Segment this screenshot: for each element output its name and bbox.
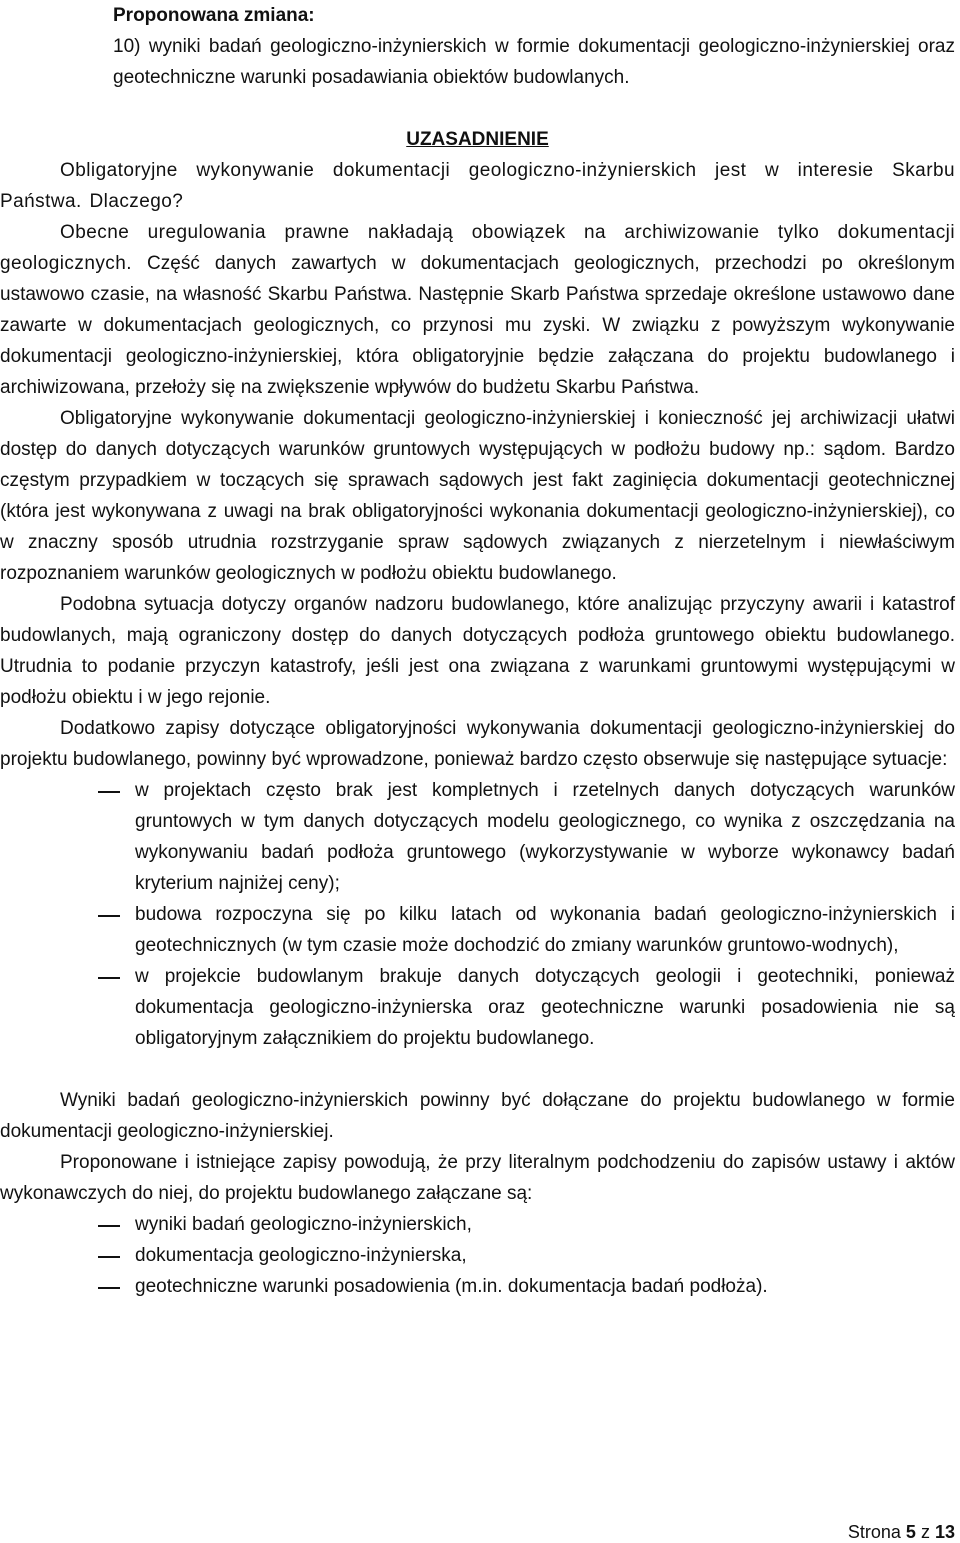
list-item: w projekcie budowlanym brakuje danych dotyczących geologii i geotechniki, ponieważ dokumentacja geologiczno-inżynierska oraz geotechniczne warunki posadowienia nie są obligatoryjnym załącznikiem do projektu budowlanego. [135,966,955,1049]
proposal-item: 10) wyniki badań geologiczno-inżynierskich w formie dokumentacji geologiczno-inżynierskiej oraz geotechniczne warunki posadawiania obiektów budowlanych. [113,36,955,88]
paragraph-5: Dodatkowo zapisy dotyczące obligatoryjności wykonywania dokumentacji geologiczno-inżynierskiej do projektu budowlanego, powinny być wprowadzone, ponieważ bardzo często obserwuje się następujące sytuacje: [0,718,955,770]
paragraph-3: Obligatoryjne wykonywanie dokumentacji geologiczno-inżynierskiej i konieczność jej archiwizacji ułatwi dostęp do danych dotyczących warunków gruntowych występujących w podłożu budowy np.: sądom. Bardzo częstym przypadkiem w toczących się sprawach sądowych jest fakt zaginięcia dokumentacji geotechnicznej (która jest wykonywana z uwagi na brak obligatoryjności wykonania dokumentacji geologiczno-inżynierskiej), co w znaczny sposób utrudnia rozstrzyganie spraw sądowych związanych z nierzetelnym i niewłaściwym rozpoznaniem warunków geologicznych w podłożu obiektu budowlanego. [0,408,955,584]
section-heading: UZASADNIENIE [406,129,549,150]
proposal-section [0,0,955,93]
paragraph-6: Wyniki badań geologiczno-inżynierskich powinny być dołączane do projektu budowlanego w formie dokumentacji geologiczno-inżynierskiej. [0,1090,955,1142]
proposal-label: Proponowana zmiana: [113,5,315,26]
list-item: budowa rozpoczyna się po kilku latach od wykonania badań geologiczno-inżynierskich i geotechnicznych (w tym czasie może dochodzić do zmiany warunków gruntowo-wodnych), [135,904,955,956]
list-item: dokumentacja geologiczno-inżynierska, [135,1245,467,1266]
paragraph-4: Podobna sytuacja dotyczy organów nadzoru budowlanego, które analizując przyczyny awarii i katastrof budowlanych, mają ograniczony dostęp do danych dotyczących podłoża gruntowego obiektu budowlanego. Utrudnia to podanie przyczyn katastrofy, jeśli jest ona związana z warunkami gruntowymi występującymi w podłożu obiektu i w jego rejonie. [0,594,955,708]
list-item: w projektach często brak jest kompletnych i rzetelnych danych dotyczących warunków gruntowych w tym danych dotyczących modelu geologicznego, co wynika z oszczędzania na wykonywaniu badań podłoża gruntowego (wykorzystywanie w wyborze wykonawcy badań kryterium najniżej ceny); [135,780,955,894]
list-item: wyniki badań geologiczno-inżynierskich, [135,1214,472,1235]
paragraph-7: Proponowane i istniejące zapisy powodują, że przy literalnym podchodzeniu do zapisów ustawy i aktów wykonawczych do niej, do projektu budowlanego załączane są: [0,1152,955,1204]
paragraph-2-lead: Obecne uregulowania prawne nakładają obowiązek na archiwizowanie tylko dokumentacji geologicznych. [0,222,955,274]
justification-section [0,124,955,1302]
paragraph-2 [0,217,955,403]
situations-list [0,775,955,1054]
paragraph-2-rest: Część danych zawartych w dokumentacjach geologicznych, przechodzi po określonym ustawowo czasie, na własność Skarbu Państwa. Następnie Skarb Państwa sprzedaje określone ustawowo dane zawarte w dokumentacjach geologicznych, co przynosi mu zyski. W związku z powyższym wykonywanie dokumentacji geologiczno-inżynierskiej, która obligatoryjnie będzie załączana do projektu budowlanego i archiwizowana, przełoży się na zwiększenie wpływów do budżetu Skarbu Państwa. [0,253,955,398]
paragraph-1: Obligatoryjne wykonywanie dokumentacji geologiczno-inżynierskich jest w interesie Skarbu Państwa. Dlaczego? [0,160,955,212]
attachments-list [0,1209,955,1302]
spacer [0,1054,955,1085]
page-number: Strona 5 z 13 [847,1522,955,1542]
list-item: geotechniczne warunki posadowienia (m.in. dokumentacja badań podłoża). [135,1276,768,1297]
